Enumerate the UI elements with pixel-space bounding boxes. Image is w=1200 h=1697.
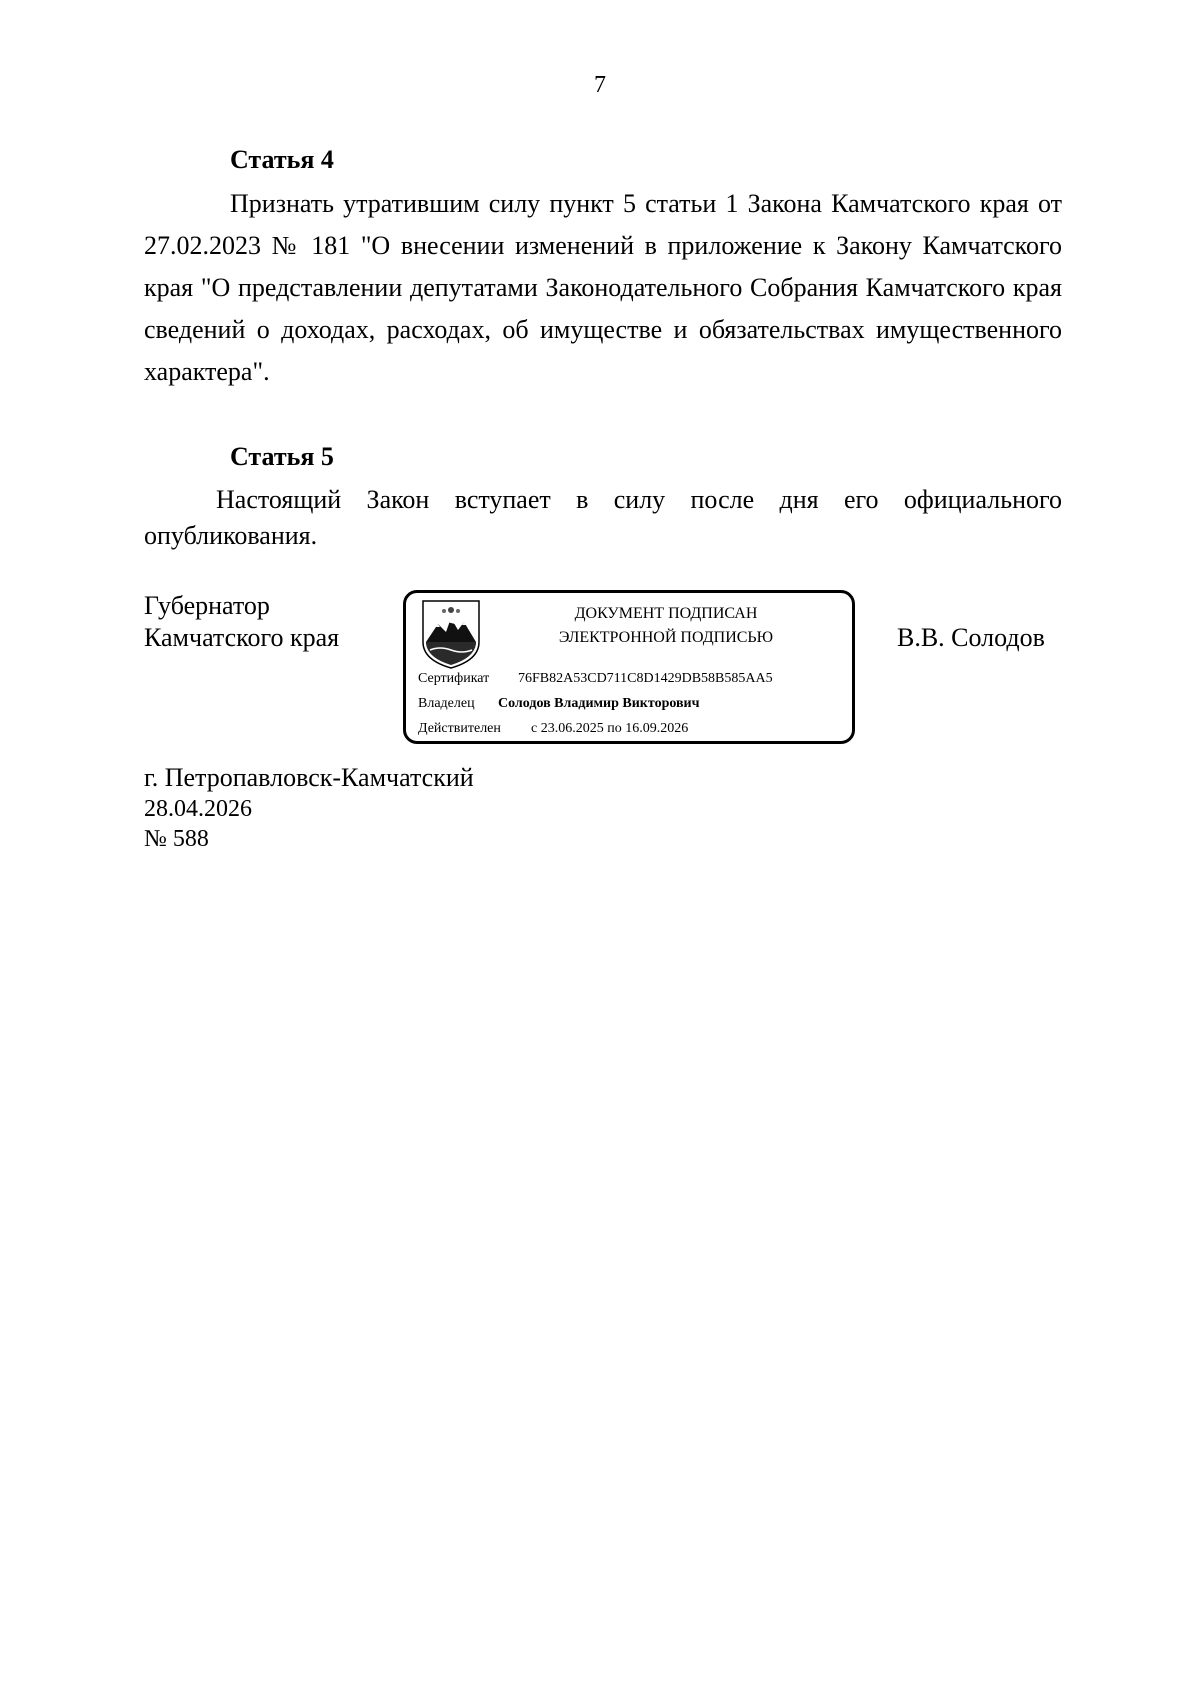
stamp-owner-value: Солодов Владимир Викторович: [498, 696, 700, 711]
footer-date: 28.04.2026: [144, 796, 252, 822]
stamp-valid-value: с 23.06.2025 по 16.09.2026: [531, 721, 689, 736]
stamp-certificate-row: [418, 671, 773, 687]
stamp-valid-label: Действителен: [418, 721, 501, 736]
footer-number: № 588: [144, 826, 209, 852]
footer-block: [144, 762, 474, 854]
signature-position-line1: Губернатор: [144, 591, 270, 620]
stamp-valid-row: [418, 721, 688, 737]
footer-city: г. Петропавловск-Камчатский: [144, 763, 474, 792]
stamp-certificate-value: 76FB82A53CD711C8D1429DB58B585AA5: [518, 671, 773, 686]
signature-name: В.В. Солодов: [897, 623, 1045, 652]
signature-position: [144, 590, 339, 654]
kamchatka-coat-of-arms-icon: [420, 598, 482, 670]
stamp-owner-label: Владелец: [418, 696, 475, 711]
stamp-certificate-label: Сертификат: [418, 671, 490, 686]
article-4-heading: Статья 4: [230, 145, 334, 174]
article-5-heading: Статья 5: [230, 442, 334, 471]
article-5-text: Настоящий Закон вступает в силу после дня его официального опубликования.: [144, 485, 1062, 550]
page-number: 7: [594, 72, 606, 98]
article-4-text: Признать утратившим силу пункт 5 статьи 1 Закона Камчатского края от 27.02.2023 № 181 "О внесении изменений в приложение к Закону Камчатского края "О представлении депутатами Законодательного Собрания Камчатского края сведений о доходах, расходах, об имуществе и обязательствах имущественного характера".: [144, 189, 1062, 386]
stamp-title-line1: ДОКУМЕНТ ПОДПИСАН: [574, 605, 758, 622]
stamp-title-line2: ЭЛЕКТРОННОЙ ПОДПИСЬЮ: [558, 629, 774, 646]
stamp-owner-row: [418, 696, 700, 712]
electronic-signature-stamp: [403, 590, 855, 744]
signature-position-line2: Камчатского края: [144, 623, 340, 652]
